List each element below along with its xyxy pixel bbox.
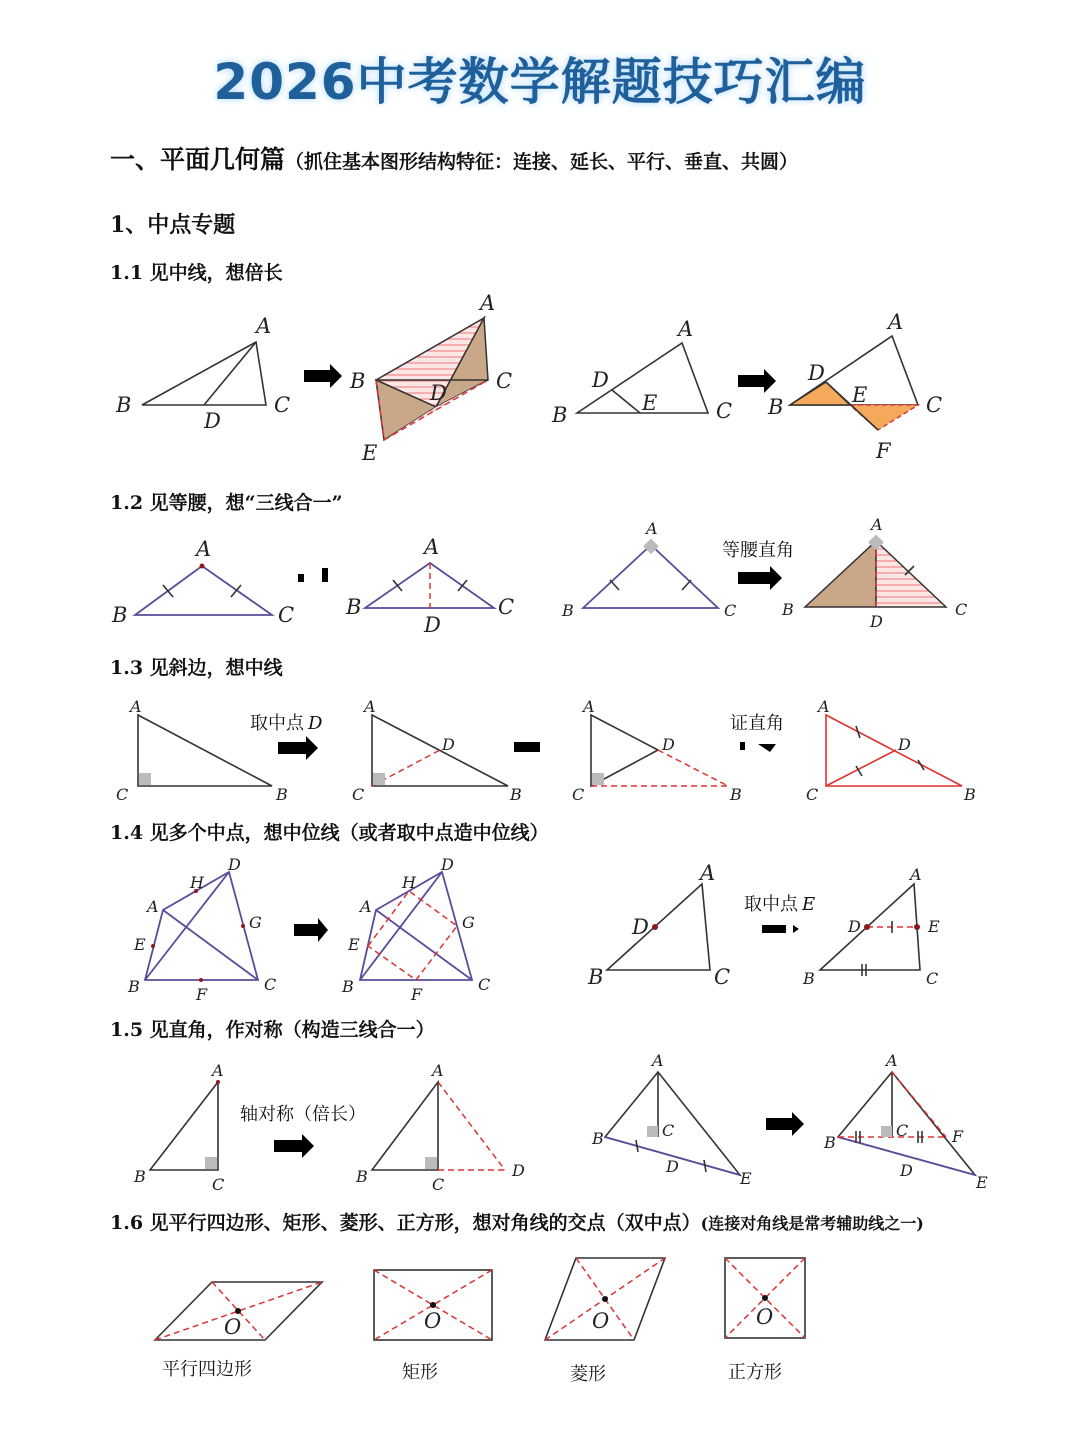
arrow-icon [766,1112,804,1136]
svg-text:C: C [478,975,491,994]
svg-text:F: F [196,985,208,1004]
section-1-6-note: (连接对角线是常考辅助线之一) [700,1214,924,1233]
svg-text:C: C [432,1175,445,1194]
fig-1-4-d [802,865,940,988]
svg-text:A: A [646,519,658,538]
caption-rhombus: 菱形 [570,1364,606,1385]
svg-text:A: A [196,537,212,561]
svg-text:C: C [278,603,295,627]
fig-1-1-b [349,291,512,465]
svg-text:C: C [498,595,515,619]
fig-1-2-a [111,537,294,627]
arrow-icon [738,566,782,590]
svg-text:A: A [886,1051,898,1070]
svg-text:A: A [432,1061,444,1080]
svg-text:B: B [116,393,132,417]
arrow-icon [274,1134,314,1158]
svg-text:C: C [955,600,968,619]
svg-text:E: E [362,441,378,465]
svg-text:C: C [896,1121,909,1140]
section-1-2: 1.2 见等腰，想“三线合一” [110,492,343,514]
fig-1-5-d [823,1051,988,1192]
svg-text:D: D [592,368,609,392]
svg-text:A: A [147,897,159,916]
svg-text:D: D [512,1161,525,1180]
svg-text:O: O [756,1305,774,1329]
svg-text:D: D [228,855,241,874]
svg-text:E: E [348,935,360,954]
svg-text:B: B [356,1167,368,1186]
fig-square [725,1258,805,1338]
svg-text:C: C [352,785,365,804]
svg-text:A: A [480,291,496,315]
svg-text:D: D [442,735,455,754]
svg-text:C: C [212,1175,225,1194]
page-title: 2026中考数学解题技巧汇编 [213,53,867,111]
arrow-icon [740,742,745,750]
svg-text:A: A [583,697,595,716]
svg-text:D: D [204,409,221,433]
fig-1-3-b [352,697,522,804]
fig-1-4-b [341,855,490,1004]
caption-prove-right: 证直角 [730,713,784,734]
svg-text:A: A [424,535,440,559]
svg-text:D: D [441,855,454,874]
svg-text:C: C [496,369,513,393]
svg-text:B: B [350,369,366,393]
fig-1-1-d [767,310,942,463]
arrow-icon [304,364,342,388]
section-1-6-title: 1.6 见平行四边形、矩形、菱形、正方形，想对角线的交点（双中点） [110,1212,701,1234]
svg-text:D: D [898,735,911,754]
svg-text:C: C [716,399,733,423]
svg-text:C: C [926,393,943,417]
svg-text:F: F [876,439,891,463]
svg-text:D: D [632,915,649,939]
caption-parallelogram: 平行四边形 [162,1359,252,1380]
fig-parallelogram [155,1282,322,1340]
svg-text:A: A [364,697,376,716]
svg-text:E: E [134,935,146,954]
svg-text:B: B [782,600,794,619]
svg-text:D: D [666,1157,679,1176]
svg-text:F: F [952,1127,964,1146]
svg-text:E: E [928,917,940,936]
svg-text:B: B [768,395,784,419]
fig-1-1-a [115,314,290,433]
fig-1-4-a [127,855,276,1004]
svg-text:A: A [871,515,883,534]
fig-1-2-d [781,515,967,631]
svg-text:E: E [852,383,868,407]
svg-text:B: B [112,603,128,627]
topic-heading: 1、中点专题 [110,212,236,238]
arrow-icon [278,736,318,760]
svg-text:D: D [662,735,675,754]
svg-text:H: H [190,873,204,892]
svg-text:D: D [848,917,861,936]
fig-rhombus [545,1258,665,1340]
svg-text:A: A [360,897,372,916]
section-1-4: 1.4 见多个中点，想中位线（或者取中点造中位线） [110,822,549,844]
fig-1-2-c [561,519,736,620]
svg-text:D: D [870,612,883,631]
svg-text:B: B [592,1129,604,1148]
svg-text:B: B [562,601,574,620]
svg-text:D: D [900,1161,913,1180]
part-title: 一、平面几何篇 [110,145,286,174]
fig-rectangle [374,1270,492,1340]
fig-1-5-a [133,1061,224,1194]
svg-text:C: C [926,969,939,988]
svg-text:B: B [342,977,354,996]
svg-text:A: A [652,1051,664,1070]
svg-text:C: C [116,785,129,804]
fig-1-4-c [587,861,730,989]
caption-axis-symmetry: 轴对称（倍长） [240,1104,366,1125]
svg-text:G: G [249,913,262,932]
caption-take-mid-e: 取中点 E [744,894,816,915]
arrow-icon [762,925,786,933]
svg-text:B: B [803,969,815,988]
svg-text:B: B [730,785,742,804]
arrow-icon [294,918,328,942]
svg-text:D: D [430,381,447,405]
svg-text:B: B [964,785,976,804]
svg-text:B: B [346,595,362,619]
fig-1-3-d [806,697,976,804]
part-note: （抓住基本图形结构特征：连接、延长、平行、垂直、共圆） [285,151,799,173]
fig-1-3-c [572,697,742,804]
svg-text:C: C [806,785,819,804]
svg-text:D: D [808,361,825,385]
arrow-icon [793,925,799,933]
svg-text:A: A [888,310,904,334]
svg-text:F: F [411,985,423,1004]
svg-text:B: B [824,1133,836,1152]
svg-text:E: E [976,1173,988,1192]
caption-isosceles-right: 等腰直角 [722,540,794,561]
svg-text:B: B [552,403,568,427]
fig-1-1-c [551,317,732,427]
svg-text:H: H [402,873,416,892]
caption-rectangle: 矩形 [402,1362,438,1383]
svg-text:B: B [510,785,522,804]
section-1-5: 1.5 见直角，作对称（构造三线合一） [110,1019,435,1041]
section-1-1: 1.1 见中线，想倍长 [110,262,283,284]
svg-text:A: A [256,314,272,338]
svg-text:E: E [740,1169,752,1188]
svg-text:C: C [662,1121,675,1140]
svg-text:A: A [678,317,694,341]
fig-1-2-b [345,535,514,637]
svg-text:B: B [276,785,288,804]
svg-text:G: G [462,913,475,932]
svg-text:O: O [424,1309,442,1333]
fig-1-5-c [591,1051,752,1188]
svg-text:A: A [130,697,142,716]
svg-text:A: A [212,1061,224,1080]
svg-text:B: B [128,977,140,996]
svg-text:A: A [910,865,922,884]
svg-text:C: C [724,601,737,620]
arrow-icon [514,742,540,752]
svg-text:B: B [134,1167,146,1186]
svg-text:E: E [642,391,658,415]
svg-text:C: C [714,965,731,989]
caption-square: 正方形 [728,1362,782,1383]
svg-text:C: C [572,785,585,804]
svg-text:A: A [818,697,830,716]
svg-text:C: C [274,393,291,417]
svg-text:D: D [424,613,441,637]
arrow-icon [758,744,776,752]
svg-text:A: A [700,861,716,885]
section-1-3: 1.3 见斜边，想中线 [110,657,283,679]
caption-take-mid-d: 取中点 D [250,713,323,734]
arrow-icon [298,574,304,582]
svg-text:O: O [224,1315,242,1339]
svg-text:O: O [592,1309,610,1333]
fig-1-5-b [355,1061,525,1194]
arrow-icon [738,369,776,393]
svg-text:B: B [588,965,604,989]
arrow-icon [322,568,328,582]
svg-text:C: C [264,975,277,994]
